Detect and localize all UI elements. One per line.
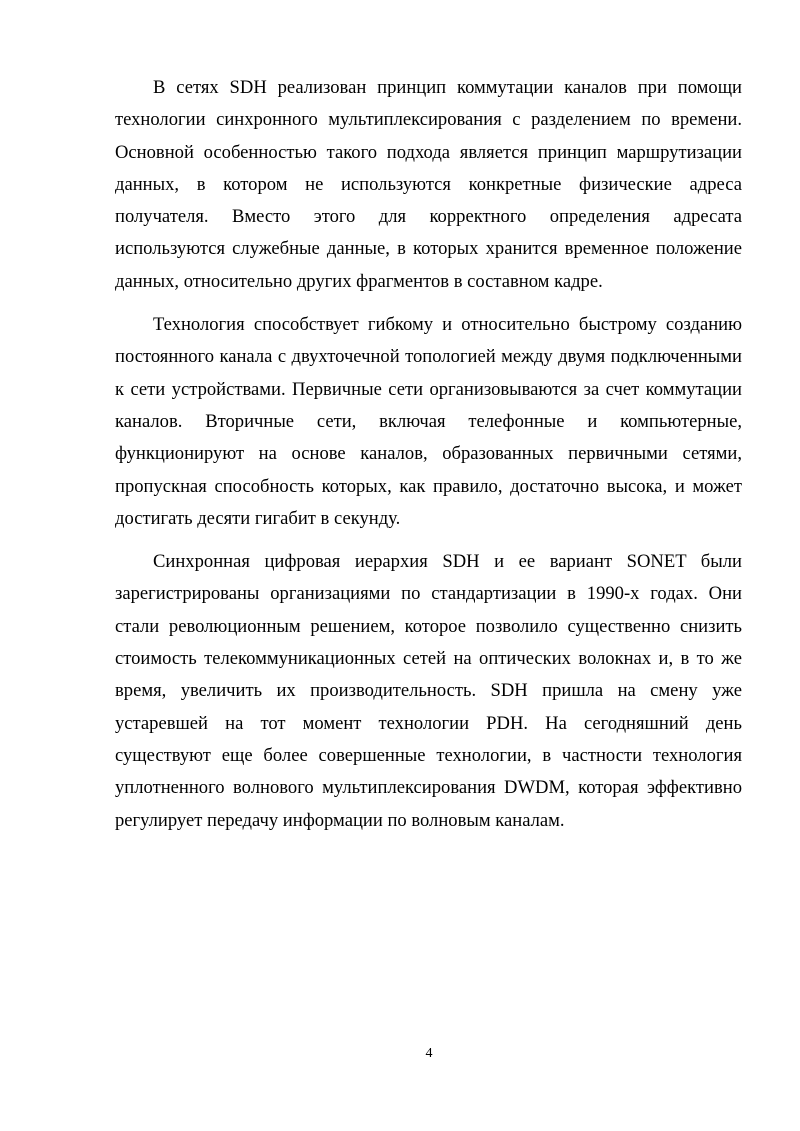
paragraph-2: Технология способствует гибкому и относительно быстрому созданию постоянного канала с двухточечной топологией между двумя подключенными к сети устройствами. Первичные сети организовываются за счет коммутации каналов. Вторичные сети, включая телефонные и компьютерные, функционируют на основе каналов, образованных первичными сетями, пропускная способность которых, как правило, достаточно высока, и может достигать десяти гигабит в секунду. bbox=[115, 314, 742, 529]
page-number: 4 bbox=[425, 1046, 433, 1061]
paragraph-3: Синхронная цифровая иерархия SDH и ее вариант SONET были зарегистрированы организациями по стандартизации в 1990-х годах. Они стали революционным решением, которое позволило существенно снизить стоимость телекоммуникационных сетей на оптических волокнах и, в то же время, увеличить их производительность. SDH пришла на смену уже устаревшей на тот момент технологии PDH. На сегодняшний день существуют еще более совершенные технологии, в частности технология уплотненного волнового мультиплексирования DWDM, которая эффективно регулирует передачу информации по волновым каналам. bbox=[115, 551, 742, 831]
paragraph-1: В сетях SDH реализован принцип коммутации каналов при помощи технологии синхронного мультиплексирования с разделением по времени. Основной особенностью такого подхода является принцип маршрутизации данных, в котором не используются конкретные физические адреса получателя. Вместо этого для корректного определения адресата используются служебные данные, в которых хранится временное положение данных, относительно других фрагментов в составном кадре. bbox=[115, 77, 742, 292]
document-body bbox=[115, 72, 742, 848]
